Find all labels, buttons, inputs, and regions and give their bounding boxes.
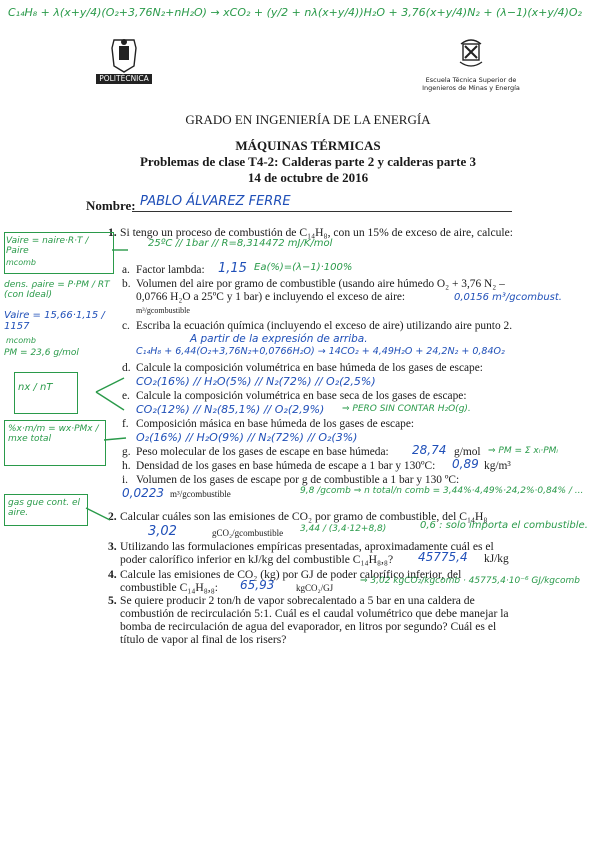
q1-conditions-note: 25ºC // 1bar // R=8,314472 mJ/K/mol [148,238,333,249]
subtitle: Problemas de clase T4-2: Calderas parte 2 y calderas parte 3 [139,154,477,169]
q1g-unit: g/mol [454,446,481,458]
q1h-unit: kg/m³ [484,460,511,472]
q2-unit: gCO₂/gcombustible [212,528,284,538]
q1c-label: c. [122,320,130,332]
q1e-note: ⇒ PERO SIN CONTAR H₂O(g). [342,404,471,414]
margin-note-vaire: Vaire = naire·R·T / Paire [6,236,89,256]
q4-number: 4. [108,568,117,581]
q1a-answer: 1,15 [218,261,247,276]
q4-answer: 65,93 [240,578,275,592]
q3-text: Utilizando las formulaciones empíricas presentadas, aproximadamente cuál es el poder calorífico inferior en kJ/kg del combustible C₁₄H₈,₈? [120,540,494,566]
q1a-text: Factor lambda: [136,264,205,276]
q1c-answer: A partir de la expresión de arriba. [190,333,368,345]
q3-answer: 45775,4 [418,550,468,564]
q1e-text: Calcule la composición volumétrica en base seca de los gases de escape: [136,390,467,402]
q1i-answer: 0,0223 [122,486,164,500]
q1i-unit: m³/gcombustible [170,489,231,499]
q1f-answer: O₂(16%) // H₂O(9%) // N₂(72%) // O₂(3%) [136,431,358,444]
q4-text: Calcule las emisiones de CO₂ (kg) por GJ de poder calorífico inferior, del combustible C₁₄H₈,₈: [120,568,462,594]
margin-note-vaire-label: mcomb [6,258,36,267]
q2-number: 2. [108,510,117,523]
q1h-label: h. [122,460,131,472]
q2-text: Calcular cuáles son las emisiones de CO₂ por gramo de combustible, del C₁₄H₈ [120,510,488,523]
q1b-label: b. [122,278,131,290]
q1g-label: g. [122,446,131,458]
course-title: MÁQUINAS TÉRMICAS [235,138,381,153]
margin-note-pm: PM = 23,6 g/mol [4,348,79,358]
margin-note-mass: %x·m/m = wx·PMx / mxe total [8,424,99,444]
degree-title: GRADO EN INGENIERÍA DE LA ENERGÍA [185,112,431,127]
q1g-text: Peso molecular de los gases de escape en base húmeda: [136,446,389,458]
q1h-text: Densidad de los gases en base húmeda de escape a 1 bar y 130ºC: [136,460,436,472]
q1h-answer: 0,89 [452,457,479,471]
q1i-label: i. [122,474,129,486]
margin-note-gas: gas gue cont. el aire. [8,498,81,518]
q1f-label: f. [122,418,129,430]
q1-text: Si tengo un proceso de combustión de C₁₄H₈, con un 15% de exceso de aire, calcule: [120,226,513,239]
q1b-text: Volumen del aire por gramo de combustible (usando aire húmedo O₂ + 3,76 N₂ – 0,0766 H₂O a 25ºC y 1 bar) e incluyendo el exceso de aire: [136,278,505,303]
margin-note-mcomb: mcomb [6,336,36,345]
q4-note: ⇒ 3,02 kgCO₂/kgcomb · 45775,4·10⁻⁶ GJ/kgcomb [360,576,580,586]
q5-number: 5. [108,594,117,607]
margin-note-nx: nx / nT [18,382,53,393]
q2-note: 3,44 / (3,4·12+8,8) [300,524,387,534]
upm-logo-text: POLITÉCNICA [99,74,149,83]
q1b-unit: m³/gcombustible [136,306,190,315]
q1d-label: d. [122,362,131,374]
q1d-answer: CO₂(16%) // H₂O(5%) // N₂(72%) // O₂(2,5%) [136,375,376,388]
q2-note2: 0,6 : solo importa el combustible. [420,520,588,531]
q4-unit: kgCO₂/GJ [296,583,334,593]
q1i-note: 9,8 /gcomb ⇒ n total/n comb = 3,44%·4,49%·24,2%·0,84% / ... [300,486,584,496]
q3-number: 3. [108,540,117,553]
q1g-note: ⇒ PM = Σ xᵢ·PMᵢ [488,446,559,456]
q1c-equation: C₁₄H₈ + 6,44(O₂+3,76N₂+0,0766H₂O) → 14CO₂ + 4,49H₂O + 24,2N₂ + 0,84O₂ [136,346,505,357]
q1f-text: Composición másica en base húmeda de los gases de escape: [136,418,415,430]
q1e-answer: CO₂(12%) // N₂(85,1%) // O₂(2,9%) [136,403,325,416]
q1a-label: a. [122,264,130,276]
name-label: Nombre: [86,198,136,213]
q1e-label: e. [122,390,130,402]
q3-unit: kJ/kg [484,553,509,565]
name-value: PABLO ÁLVAREZ FERRE [140,194,291,209]
q2-answer: 3,02 [148,524,177,539]
margin-note-vaire-num: Vaire = 15,66·1,15 / 1157 [4,310,105,332]
q1i-text: Volumen de los gases de escape por g de combustible a 1 bar y 130 ºC: [136,474,460,486]
q1b-answer: 0,0156 m³/gcombust. [454,292,562,303]
date: 14 de octubre de 2016 [247,170,369,185]
q1-number: 1. [108,226,117,239]
top-handwritten-equation: C₁₄H₈ + λ(x+y/4)(O₂+3,76N₂+nH₂O) → xCO₂ + (y/2 + nλ(x+y/4))H₂O + 3,76(x+y/4)N₂ + (λ−1)(x+y/4)O₂ [8,6,582,19]
q1d-text: Calcule la composición volumétrica en base húmeda de los gases de escape: [136,362,483,374]
q1g-answer: 28,74 [412,443,447,457]
q1a-note: Ea(%)=(λ−1)·100% [254,262,353,273]
q5-text: Se quiere producir 2 ton/h de vapor sobrecalentado a 5 bar en una caldera de combustión de recirculación 5:1. Cuál es el caudal volumétrico que debe manejar la bomba de recirculación de agua del evaporador, en litros por segundo? Cuál es el título de vapor al final de los risers? [120,594,509,646]
etsi-minas-text: Escuela Técnica Superior de Ingenieros de Minas y Energía [422,76,520,92]
q1c-text: Escriba la ecuación química (incluyendo el exceso de aire) utilizando aire punto 2. [136,320,513,332]
margin-note-dens: dens. ρaire = P·PM / RT (con Ideal) [4,280,110,300]
